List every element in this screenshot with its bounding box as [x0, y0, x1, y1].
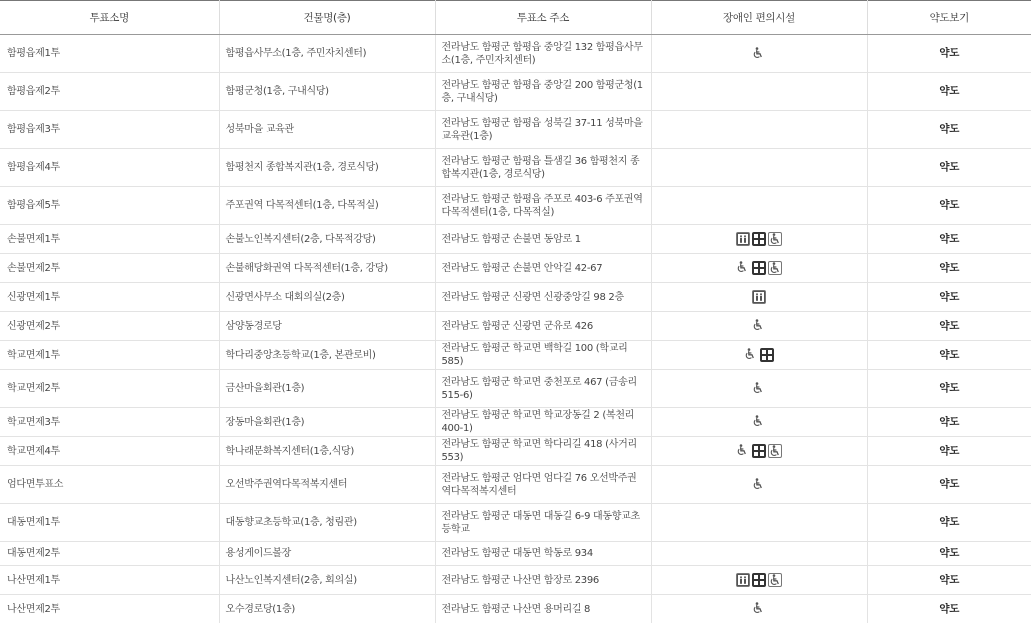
station-address: 전라남도 함평군 함평읍 중앙길 200 함평군청(1층, 구내식당) — [435, 73, 651, 111]
building-name: 나산노인복지센터(2층, 회의실) — [219, 566, 435, 595]
station-address: 전라남도 함평군 학교면 중천포로 467 (금송리 515-6) — [435, 370, 651, 408]
station-name: 손불면제1투 — [0, 225, 219, 254]
map-link[interactable]: 약도 — [867, 35, 1031, 73]
map-link[interactable]: 약도 — [867, 566, 1031, 595]
building-name: 삼양동경로당 — [219, 312, 435, 341]
map-link[interactable]: 약도 — [867, 341, 1031, 370]
station-address: 전라남도 함평군 함평읍 틀샘길 36 함평천지 종합복지관(1층, 경로식당) — [435, 149, 651, 187]
station-address: 전라남도 함평군 손불면 안악길 42-67 — [435, 254, 651, 283]
table-row — [0, 225, 1031, 254]
station-name: 나산면제1투 — [0, 566, 219, 595]
wheelchair-icon — [744, 348, 758, 362]
wheelchair-box-icon — [768, 261, 782, 275]
elevator-icon — [752, 290, 766, 304]
map-link[interactable]: 약도 — [867, 542, 1031, 566]
map-link[interactable]: 약도 — [867, 225, 1031, 254]
table-row — [0, 35, 1031, 73]
station-name: 대동면제1투 — [0, 504, 219, 542]
accessibility-icons — [651, 283, 867, 312]
accessibility-icons — [651, 312, 867, 341]
station-name: 학교면제3투 — [0, 408, 219, 437]
wheelchair-box-icon — [768, 444, 782, 458]
station-address: 전라남도 함평군 대동면 학동로 934 — [435, 542, 651, 566]
accessibility-icons — [651, 225, 867, 254]
table-row — [0, 466, 1031, 504]
station-address: 전라남도 함평군 신광면 군유로 426 — [435, 312, 651, 341]
building-name: 손불해당화권역 다목적센터(1층, 강당) — [219, 254, 435, 283]
station-name: 함평읍제4투 — [0, 149, 219, 187]
station-name: 신광면제2투 — [0, 312, 219, 341]
station-name: 학교면제2투 — [0, 370, 219, 408]
station-name: 함평읍제2투 — [0, 73, 219, 111]
table-row — [0, 408, 1031, 437]
accessibility-icons — [651, 542, 867, 566]
station-name: 엄다면투표소 — [0, 466, 219, 504]
accessibility-icons — [651, 73, 867, 111]
wheelchair-icon — [752, 415, 766, 429]
accessibility-icons — [651, 595, 867, 623]
station-address: 전라남도 함평군 대동면 대동길 6-9 대동향교초등학교 — [435, 504, 651, 542]
station-address: 전라남도 함평군 나산면 용머리길 8 — [435, 595, 651, 623]
station-address: 전라남도 함평군 함평읍 성북길 37-11 성북마을 교육관(1층) — [435, 111, 651, 149]
accessibility-icons — [651, 370, 867, 408]
wheelchair-icon — [752, 602, 766, 616]
table-row — [0, 254, 1031, 283]
table-row — [0, 595, 1031, 623]
map-link[interactable]: 약도 — [867, 504, 1031, 542]
wheelchair-icon — [752, 382, 766, 396]
building-name: 금산마을회관(1층) — [219, 370, 435, 408]
accessibility-icons — [651, 566, 867, 595]
map-link[interactable]: 약도 — [867, 595, 1031, 623]
building-name: 함평읍사무소(1층, 주민자치센터) — [219, 35, 435, 73]
map-link[interactable]: 약도 — [867, 466, 1031, 504]
table-row — [0, 566, 1031, 595]
table-row — [0, 111, 1031, 149]
station-address: 전라남도 함평군 손불면 동암로 1 — [435, 225, 651, 254]
accessibility-icons — [651, 254, 867, 283]
map-link[interactable]: 약도 — [867, 283, 1031, 312]
accessibility-icons — [651, 466, 867, 504]
table-row — [0, 341, 1031, 370]
elevator-icon — [736, 232, 750, 246]
table-row — [0, 504, 1031, 542]
building-name: 학다리중앙초등학교(1층, 본관로비) — [219, 341, 435, 370]
table-row — [0, 370, 1031, 408]
map-link[interactable]: 약도 — [867, 111, 1031, 149]
wheelchair-box-icon — [768, 232, 782, 246]
station-address: 전라남도 함평군 나산면 함장로 2396 — [435, 566, 651, 595]
station-address: 전라남도 함평군 함평읍 주포로 403-6 주포권역 다목적센터(1층, 다목적실) — [435, 187, 651, 225]
map-link[interactable]: 약도 — [867, 312, 1031, 341]
elevator-icon — [736, 573, 750, 587]
braille-icon — [760, 348, 774, 362]
header-station-name: 투표소명 — [0, 1, 219, 35]
table-row — [0, 542, 1031, 566]
station-address: 전라남도 함평군 학교면 학교장동길 2 (복천리400-1) — [435, 408, 651, 437]
table-row — [0, 437, 1031, 466]
header-accessibility: 장애인 편의시설 — [651, 1, 867, 35]
station-address: 전라남도 함평군 엄다면 엄다길 76 오선박주권역다목적복지센터 — [435, 466, 651, 504]
accessibility-icons — [651, 111, 867, 149]
station-address: 전라남도 함평군 함평읍 중앙길 132 함평읍사무소(1층, 주민자치센터) — [435, 35, 651, 73]
building-name: 장동마을회관(1층) — [219, 408, 435, 437]
wheelchair-icon — [752, 478, 766, 492]
wheelchair-icon — [752, 319, 766, 333]
map-link[interactable]: 약도 — [867, 149, 1031, 187]
station-name: 함평읍제3투 — [0, 111, 219, 149]
map-link[interactable]: 약도 — [867, 187, 1031, 225]
header-building: 건물명(층) — [219, 1, 435, 35]
station-address: 전라남도 함평군 학교면 학다리길 418 (사거리553) — [435, 437, 651, 466]
wheelchair-icon — [736, 444, 750, 458]
table-row — [0, 187, 1031, 225]
map-link[interactable]: 약도 — [867, 408, 1031, 437]
accessibility-icons — [651, 35, 867, 73]
station-address: 전라남도 함평군 학교면 백학길 100 (학교리585) — [435, 341, 651, 370]
building-name: 손불노인복지센터(2층, 다목적강당) — [219, 225, 435, 254]
wheelchair-icon — [736, 261, 750, 275]
braille-icon — [752, 232, 766, 246]
station-name: 손불면제2투 — [0, 254, 219, 283]
wheelchair-box-icon — [768, 573, 782, 587]
building-name: 용성게이드볼장 — [219, 542, 435, 566]
station-name: 나산면제2투 — [0, 595, 219, 623]
map-link[interactable]: 약도 — [867, 370, 1031, 408]
table-row — [0, 149, 1031, 187]
building-name: 함평군청(1층, 구내식당) — [219, 73, 435, 111]
accessibility-icons — [651, 504, 867, 542]
station-name: 학교면제4투 — [0, 437, 219, 466]
table-row — [0, 312, 1031, 341]
table-header-row — [0, 1, 1031, 35]
station-name: 학교면제1투 — [0, 341, 219, 370]
accessibility-icons — [651, 149, 867, 187]
accessibility-icons — [651, 408, 867, 437]
accessibility-icons — [651, 437, 867, 466]
building-name: 학나래문화복지센터(1층,식당) — [219, 437, 435, 466]
station-address: 전라남도 함평군 신광면 신광중앙길 98 2층 — [435, 283, 651, 312]
map-link[interactable]: 약도 — [867, 73, 1031, 111]
table-row — [0, 73, 1031, 111]
braille-icon — [752, 261, 766, 275]
accessibility-icons — [651, 187, 867, 225]
header-map: 약도보기 — [867, 1, 1031, 35]
building-name: 성북마을 교육관 — [219, 111, 435, 149]
braille-icon — [752, 573, 766, 587]
accessibility-icons — [651, 341, 867, 370]
building-name: 신광면사무소 대회의실(2층) — [219, 283, 435, 312]
building-name: 오수경로당(1층) — [219, 595, 435, 623]
table-row — [0, 283, 1031, 312]
map-link[interactable]: 약도 — [867, 254, 1031, 283]
braille-icon — [752, 444, 766, 458]
station-name: 함평읍제5투 — [0, 187, 219, 225]
building-name: 주포권역 다목적센터(1층, 다목적실) — [219, 187, 435, 225]
building-name: 함평천지 종합복지관(1층, 경로식당) — [219, 149, 435, 187]
building-name: 오선박주권역다목적복지센터 — [219, 466, 435, 504]
station-name: 신광면제1투 — [0, 283, 219, 312]
wheelchair-icon — [752, 47, 766, 61]
station-name: 대동면제2투 — [0, 542, 219, 566]
header-address: 투표소 주소 — [435, 1, 651, 35]
map-link[interactable]: 약도 — [867, 437, 1031, 466]
station-name: 함평읍제1투 — [0, 35, 219, 73]
building-name: 대동향교초등학교(1층, 청림관) — [219, 504, 435, 542]
